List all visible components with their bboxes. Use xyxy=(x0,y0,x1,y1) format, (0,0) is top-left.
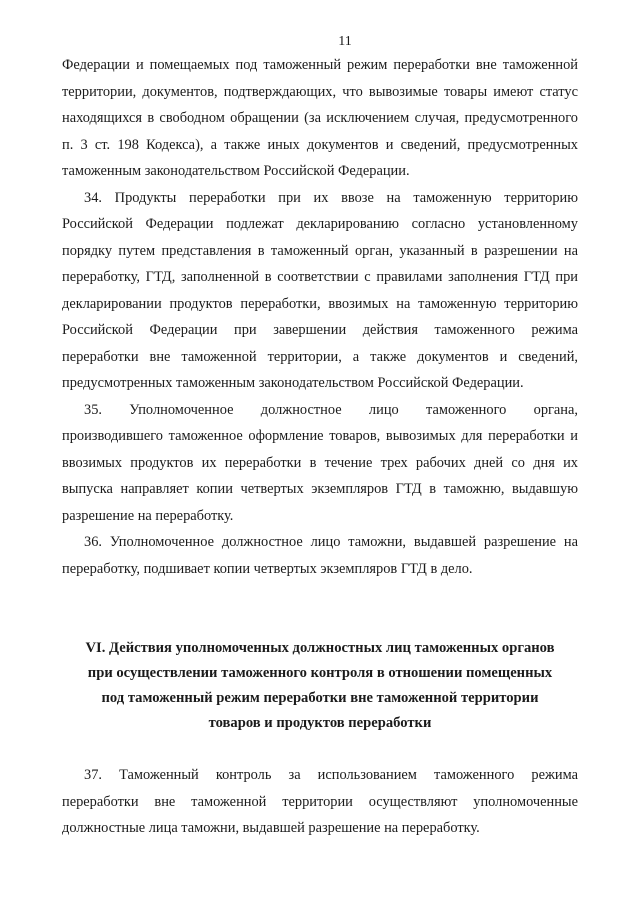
text-line: должностные лица таможни, выдавшей разрешение на переработку. xyxy=(62,820,480,836)
text-line: находящихся в свободном обращении (за исключением случая, предусмотренного xyxy=(62,110,578,126)
text-line: ввозимых продуктов их переработки в течение трех рабочих дней со дня их xyxy=(62,454,578,471)
text-line: Федерации и помещаемых под таможенный режим переработки вне таможенной xyxy=(62,57,578,73)
text-line: 35. Уполномоченное должностное лицо таможенного органа, xyxy=(84,401,578,418)
text-line: декларировании продуктов переработки, ввозимых на таможенную территорию xyxy=(62,295,578,312)
paragraph xyxy=(62,529,578,582)
heading-line: при осуществлении таможенного контроля в отношении помещенных xyxy=(87,665,553,681)
text-line: производившего таможенное оформление товаров, вывозимых для переработки и xyxy=(62,428,578,444)
text-line: переработку, подшивает копии четвертых экземпляров ГТД в дело. xyxy=(62,560,473,577)
text-line: разрешение на переработку. xyxy=(62,507,234,524)
section-heading xyxy=(62,636,578,736)
heading-line: товаров и продуктов переработки xyxy=(208,715,432,731)
heading-line: VI. Действия уполномоченных должностных лиц таможенных органов xyxy=(85,640,555,656)
page-number: 11 xyxy=(338,34,352,49)
text-line: п. 3 ст. 198 Кодекса), а также иных документов и сведений, предусмотренных xyxy=(62,136,578,153)
document-body xyxy=(62,52,578,842)
paragraph xyxy=(62,185,578,397)
text-line: 37. Таможенный контроль за использованием таможенного режима xyxy=(84,767,578,783)
paragraph xyxy=(62,52,578,185)
text-line: переработки вне таможенной территории осуществляют уполномоченные xyxy=(62,793,578,810)
text-line: Российской Федерации подлежат декларированию согласно установленному xyxy=(62,216,578,232)
text-line: 36. Уполномоченное должностное лицо таможни, выдавшей разрешение на xyxy=(84,534,578,550)
text-line: Российской Федерации при завершении действия таможенного режима xyxy=(62,322,578,338)
text-line: территории, документов, подтверждающих, что вывозимые товары имеют статус xyxy=(62,83,578,100)
paragraph xyxy=(62,762,578,842)
text-line: 34. Продукты переработки при их ввозе на таможенную территорию xyxy=(84,189,578,206)
text-line: таможенным законодательством Российской Федерации. xyxy=(62,163,410,179)
text-line: порядку путем представления в таможенный орган, указанный в разрешении на xyxy=(62,242,578,259)
text-line: переработки вне таможенной территории, а также документов и сведений, xyxy=(62,348,578,365)
text-line: предусмотренных таможенным законодательством Российской Федерации. xyxy=(62,375,524,391)
text-line: выпуска направляет копии четвертых экземпляров ГТД в таможню, выдавшую xyxy=(62,481,578,497)
text-line: переработку, ГТД, заполненной в соответствии с правилами заполнения ГТД при xyxy=(62,269,578,285)
heading-line: под таможенный режим переработки вне таможенной территории xyxy=(101,690,539,706)
paragraph xyxy=(62,397,578,530)
